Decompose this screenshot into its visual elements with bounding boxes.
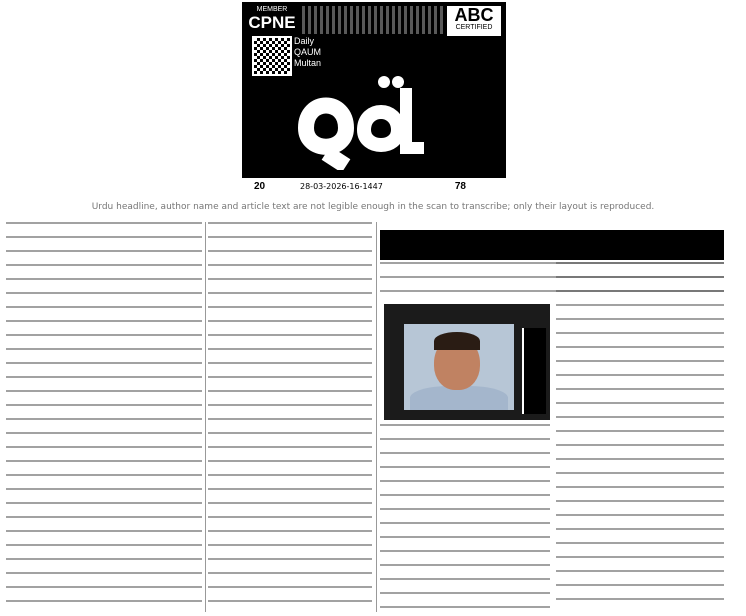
author-portrait (404, 324, 514, 410)
issue-date-strip (242, 176, 506, 198)
qaum-logo-icon (286, 58, 436, 170)
cpne-member-badge (248, 6, 296, 33)
article-column-1 (6, 222, 202, 612)
column-divider (376, 222, 377, 612)
issue-number: 20 (254, 181, 266, 192)
column-divider (205, 222, 206, 612)
qaum-label: QAUM (294, 47, 321, 57)
masthead-tagline-band (302, 6, 446, 34)
volume-number: 78 (454, 181, 466, 192)
author-photo (384, 304, 550, 420)
portrait-hair (434, 332, 480, 350)
multan-label: Multan (294, 58, 322, 68)
article-column-2 (208, 222, 372, 612)
certified-label: CERTIFIED (455, 24, 493, 31)
abc-label: ABC (454, 5, 494, 25)
member-label: MEMBER (256, 6, 288, 13)
article-column-5 (556, 262, 724, 612)
abc-certified-badge (446, 5, 502, 37)
cpne-label: CPNE (248, 13, 296, 32)
daily-label: Daily (294, 36, 315, 46)
article-headline-bar (380, 230, 724, 260)
transcription-note: Urdu headline, author name and article text are not legible enough in the scan to transcribe; only their layout is reproduced. (91, 202, 655, 212)
masthead (242, 2, 506, 198)
issue-date: 28-03-2026-16-1447 (300, 182, 383, 191)
author-name-tag (522, 328, 546, 414)
article-column-4 (380, 424, 550, 612)
